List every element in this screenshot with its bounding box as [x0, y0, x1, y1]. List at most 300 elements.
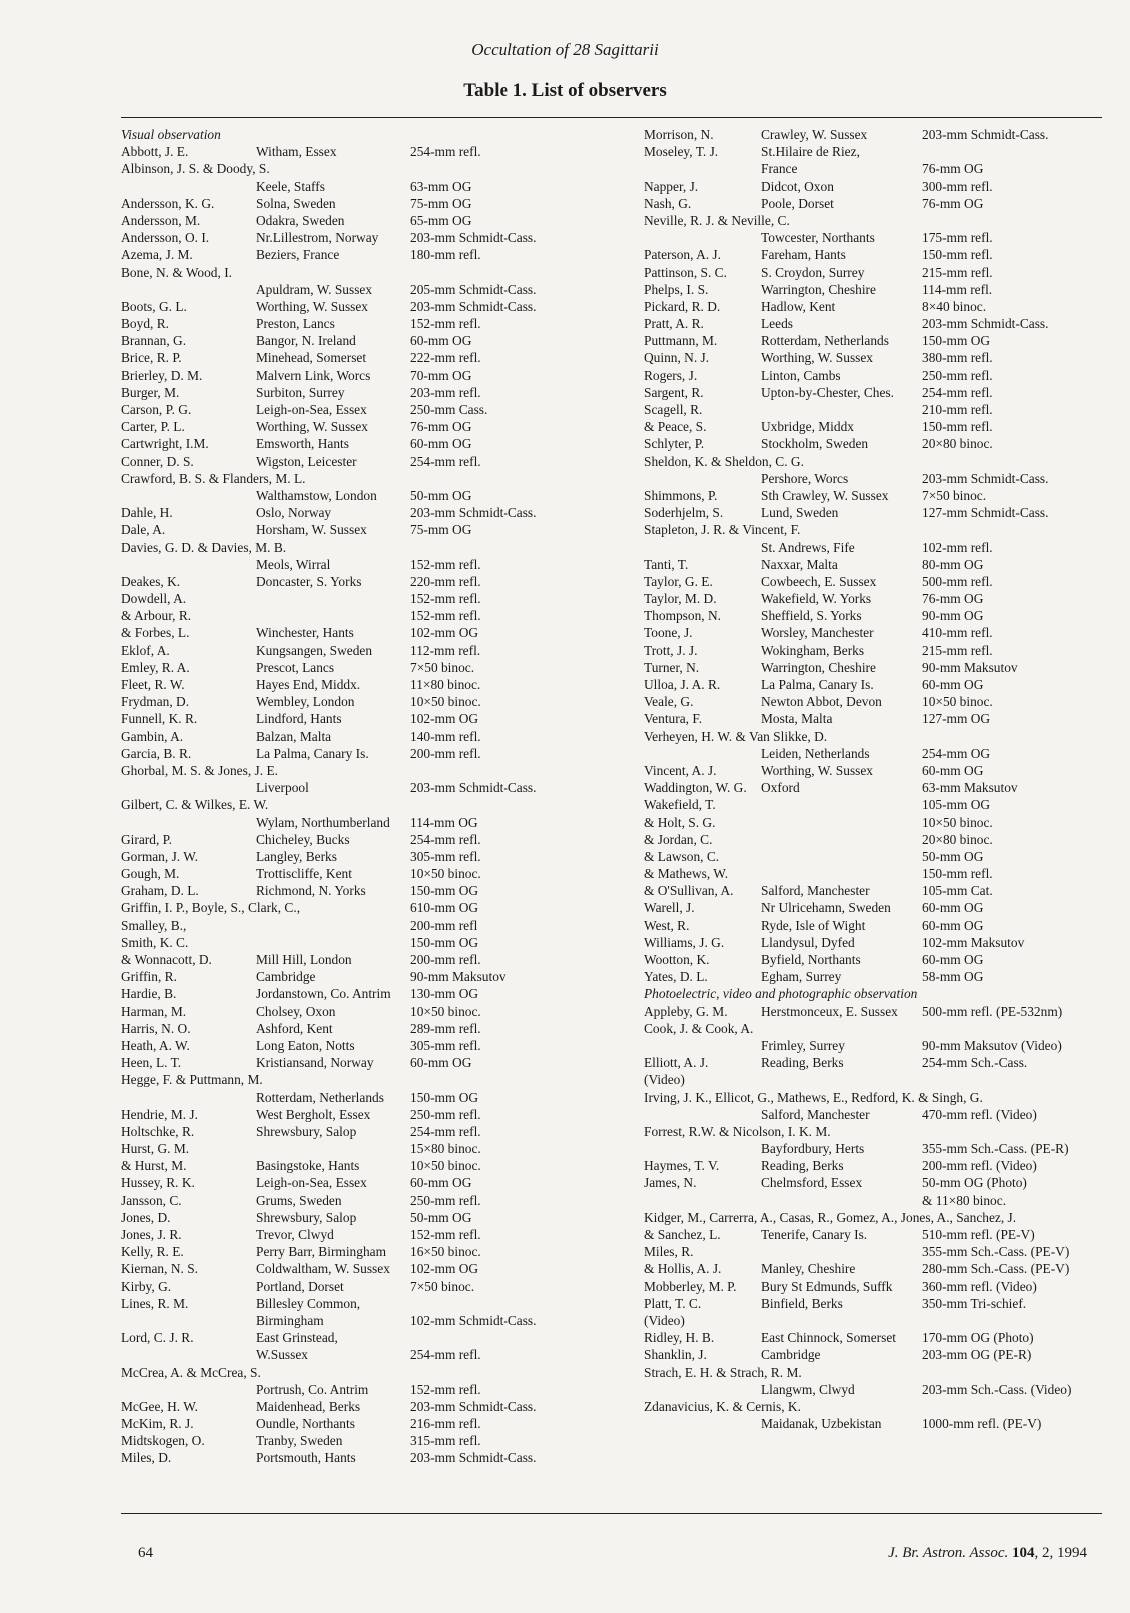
observer-row [644, 882, 1114, 899]
observer-location: Shrewsbury, Salop [256, 1209, 357, 1225]
observer-location: La Palma, Canary Is. [761, 677, 874, 692]
observer-telescope: 1000-mm refl. (PE-V) [922, 1416, 1042, 1432]
observer-telescope: 170-mm OG (Photo) [922, 1330, 1034, 1346]
observer-telescope: 203-mm Schmidt-Cass. [410, 505, 537, 521]
observer-location: Portland, Dorset [256, 1278, 344, 1294]
observer-name: Frydman, D. [121, 694, 190, 710]
observer-row [121, 865, 621, 882]
observer-row [644, 1140, 1114, 1157]
observer-location: Tenerife, Canary Is. [761, 1227, 868, 1242]
observer-location: Jordanstown, Co. Antrim [256, 986, 391, 1002]
observer-telescope: 102-mm OG [410, 1261, 479, 1277]
observer-row [644, 762, 1114, 779]
observer-row [644, 642, 1114, 659]
observer-telescope: 510-mm refl. (PE-V) [922, 1227, 1035, 1242]
observer-location: Uxbridge, Middx [761, 419, 854, 435]
observer-row [121, 1106, 621, 1123]
journal-volume: 104 [1012, 1545, 1035, 1561]
observer-location: Mill Hill, London [256, 952, 352, 967]
observer-telescope: 102-mm refl. [922, 539, 993, 555]
observer-location: Hayes End, Middx. [256, 677, 361, 692]
observer-telescope: 114-mm refl. [922, 281, 993, 297]
observer-telescope: 11×80 binoc. [410, 677, 481, 692]
observer-row [644, 899, 1114, 916]
observer-name: Hurst, G. M. [121, 1141, 190, 1157]
observer-telescope: 150-mm OG [410, 1089, 479, 1105]
observer-list-right-column [644, 126, 1114, 1432]
observer-name: Gilbert, C. & Wilkes, E. W. [121, 797, 269, 813]
observer-name: Brice, R. P. [121, 350, 182, 366]
observer-row [644, 1295, 1114, 1312]
observer-row [644, 1312, 1114, 1329]
observer-name: Waddington, W. G. [644, 780, 747, 796]
observer-location: Oslo, Norway [256, 505, 332, 521]
observer-name: Thompson, N. [644, 608, 721, 624]
observer-row [121, 1174, 621, 1191]
observer-telescope: 15×80 binoc. [410, 1141, 481, 1157]
observer-name: & Mathews, W. [644, 866, 729, 882]
journal-name: J. Br. Astron. Assoc. [888, 1545, 1009, 1561]
observer-row [121, 298, 621, 315]
observer-name: Conner, D. S. [121, 453, 194, 469]
observer-row [121, 710, 621, 727]
observer-telescope: 114-mm OG [410, 814, 478, 830]
observer-location: Doncaster, S. Yorks [256, 573, 362, 589]
observer-row [121, 1295, 621, 1312]
observer-name: Warell, J. [644, 900, 695, 916]
observer-row [644, 1003, 1114, 1020]
observer-row [121, 1449, 621, 1466]
observer-location: Richmond, N. Yorks [256, 883, 366, 899]
observer-telescope: 203-mm Schmidt-Cass. [922, 316, 1049, 332]
observer-location: Maidenhead, Berks [256, 1398, 361, 1414]
observer-location: Langley, Berks [256, 848, 337, 864]
observer-name: Jones, J. R. [121, 1227, 182, 1242]
observer-row [121, 264, 621, 281]
observer-name: Phelps, I. S. [644, 281, 709, 297]
observer-telescope: 76-mm OG [922, 591, 984, 607]
observer-telescope: 150-mm OG [410, 934, 479, 950]
observer-telescope: 152-mm refl. [410, 556, 481, 572]
observer-telescope: 65-mm OG [410, 212, 472, 228]
observer-telescope: 203-mm Schmidt-Cass. [410, 298, 537, 314]
observer-name: Smalley, B., [121, 917, 187, 933]
observer-row [644, 1174, 1114, 1191]
observer-name: Emley, R. A. [121, 659, 190, 675]
observer-telescope: 76-mm OG [410, 419, 472, 435]
observer-row [644, 539, 1114, 556]
observer-telescope: 254-mm refl. [922, 384, 993, 400]
observer-location: Warrington, Cheshire [761, 659, 876, 675]
observer-telescope: 50-mm OG [922, 848, 984, 864]
observer-telescope: 80-mm OG [922, 556, 984, 572]
observer-telescope: 254-mm refl. [410, 1123, 481, 1139]
observer-name: & Jordan, C. [644, 831, 713, 847]
observer-telescope: 102-mm OG [410, 625, 479, 641]
observer-location: Salford, Manchester [761, 883, 870, 899]
observer-telescope: & 11×80 binoc. [922, 1192, 1007, 1208]
observer-telescope: 254-mm refl. [410, 831, 481, 847]
observer-location: Solna, Sweden [256, 195, 336, 211]
observer-location: Walthamstow, London [256, 487, 377, 503]
observer-location: Keele, Staffs [256, 178, 325, 194]
running-head: Occultation of 28 Sagittarii [471, 40, 659, 59]
observer-row [121, 539, 621, 556]
observer-row [644, 1054, 1114, 1071]
observer-telescope: 50-mm OG (Photo) [922, 1175, 1027, 1191]
page-number: 64 [138, 1545, 153, 1561]
observer-name: Fleet, R. W. [121, 677, 185, 692]
observer-name: Hussey, R. K. [121, 1175, 195, 1191]
observer-telescope: 76-mm OG [922, 161, 984, 177]
observer-row [644, 1020, 1114, 1037]
observer-telescope: 10×50 binoc. [922, 694, 993, 710]
observer-name: Vincent, A. J. [644, 762, 717, 778]
observer-row [121, 349, 621, 366]
observer-row [121, 882, 621, 899]
observer-location: St.Hilaire de Riez, [761, 144, 860, 160]
observer-row [121, 676, 621, 693]
observer-telescope: 7×50 binoc. [922, 487, 987, 503]
observer-location: Bury St Edmunds, Suffk [761, 1278, 893, 1294]
observer-name: (Video) [644, 1312, 685, 1328]
observer-location: Lindford, Hants [256, 711, 342, 727]
observer-telescope: 305-mm refl. [410, 1037, 481, 1053]
observer-location: Newton Abbot, Devon [761, 694, 882, 710]
observer-telescope: 254-mm refl. [410, 1347, 481, 1363]
observer-name: Lord, C. J. R. [121, 1330, 194, 1346]
observer-location: Leigh-on-Sea, Essex [256, 402, 367, 417]
observer-row [644, 1415, 1114, 1432]
observer-name: Andersson, M. [121, 212, 201, 228]
observer-row [121, 556, 621, 573]
observer-name: Bone, N. & Wood, I. [121, 264, 233, 280]
observer-row [121, 470, 621, 487]
observer-telescope: 76-mm OG [922, 195, 984, 211]
observer-location: Manley, Cheshire [761, 1261, 856, 1277]
observer-telescope: 500-mm refl. [922, 573, 993, 589]
observer-row [644, 1089, 1114, 1106]
observer-name: Ghorbal, M. S. & Jones, J. E. [121, 762, 278, 778]
observer-name: Garcia, B. R. [121, 745, 192, 761]
observer-row [644, 779, 1114, 796]
observer-location: Winchester, Hants [256, 625, 354, 641]
observer-name: Taylor, M. D. [644, 591, 717, 607]
observer-telescope: 350-mm Tri-schief. [922, 1295, 1027, 1311]
observer-row [644, 1278, 1114, 1295]
observer-telescope: 90-mm Maksutov [922, 659, 1018, 675]
observer-row [644, 401, 1114, 418]
observer-name: Zdanavicius, K. & Cernis, K. [644, 1398, 801, 1414]
observer-row [121, 1037, 621, 1054]
observer-row [121, 504, 621, 521]
observer-location: Kristiansand, Norway [256, 1055, 374, 1071]
observer-row [644, 126, 1114, 143]
observer-location: Preston, Lancs [256, 316, 335, 332]
observer-location: Reading, Berks [761, 1158, 844, 1174]
observer-telescope: 150-mm refl. [922, 866, 993, 882]
observer-location: Balzan, Malta [256, 728, 332, 744]
observer-row [121, 229, 621, 246]
observer-location: Birmingham [256, 1312, 324, 1328]
observer-name: Haymes, T. V. [644, 1158, 720, 1174]
observer-telescope: 610-mm OG [410, 900, 479, 916]
observer-name: Ventura, F. [644, 711, 703, 727]
observer-row [644, 470, 1114, 487]
observer-telescope: 210-mm refl. [922, 402, 993, 417]
observer-location: Chicheley, Bucks [256, 831, 350, 847]
observer-location: Stockholm, Sweden [761, 436, 869, 452]
observer-name: & Hurst, M. [121, 1158, 187, 1174]
observer-name: & Wonnacott, D. [121, 952, 212, 967]
observer-row [121, 1415, 621, 1432]
observer-row [644, 951, 1114, 968]
observer-location: Wigston, Leicester [256, 453, 357, 469]
observer-telescope: 470-mm refl. (Video) [922, 1106, 1037, 1122]
observer-telescope: 289-mm refl. [410, 1020, 481, 1036]
observer-row [644, 212, 1114, 229]
observer-name: Carson, P. G. [121, 402, 192, 417]
observer-row [121, 1364, 621, 1381]
observer-row [121, 607, 621, 624]
observer-location: Upton-by-Chester, Ches. [761, 384, 894, 400]
observer-row [644, 865, 1114, 882]
observer-row [121, 143, 621, 160]
observer-name: Sheldon, K. & Sheldon, C. G. [644, 453, 804, 469]
observer-row [644, 1329, 1114, 1346]
observer-name: Heath, A. W. [121, 1037, 190, 1053]
observer-telescope: 500-mm refl. (PE-532nm) [922, 1003, 1063, 1019]
observer-location: Reading, Berks [761, 1055, 844, 1071]
observer-telescope: 355-mm Sch.-Cass. (PE-V) [922, 1244, 1070, 1260]
observer-telescope: 215-mm refl. [922, 264, 993, 280]
observer-name: Toone, J. [644, 625, 693, 641]
observer-row [121, 951, 621, 968]
observer-telescope: 254-mm refl. [410, 144, 481, 160]
observer-name: & Holt, S. G. [644, 814, 716, 830]
observer-row [644, 160, 1114, 177]
observer-location: Coldwaltham, W. Sussex [256, 1261, 390, 1277]
observer-row [121, 1192, 621, 1209]
observer-row [644, 710, 1114, 727]
observer-location: Llangwm, Clwyd [761, 1381, 855, 1397]
observer-row [644, 1346, 1114, 1363]
observer-telescope: 102-mm Maksutov [922, 934, 1025, 950]
section-heading [121, 126, 621, 143]
observer-location: Apuldram, W. Sussex [256, 281, 373, 297]
observer-location: Llandysul, Dyfed [761, 934, 855, 950]
observer-name: & Sanchez, L. [644, 1227, 721, 1242]
observer-telescope: 60-mm OG [410, 1175, 472, 1191]
observer-name: Funnell, K. R. [121, 711, 198, 727]
observer-telescope: 300-mm refl. [922, 178, 993, 194]
observer-telescope: 150-mm refl. [922, 419, 993, 435]
observer-name: Pratt, A. R. [644, 316, 704, 332]
observer-location: Sth Crawley, W. Sussex [761, 487, 889, 503]
observer-name: Wootton, K. [644, 952, 710, 967]
observer-telescope: 152-mm refl. [410, 1381, 481, 1397]
observer-telescope: 63-mm Maksutov [922, 780, 1018, 796]
observer-row [644, 1192, 1114, 1209]
observer-name: Albinson, J. S. & Doody, S. [121, 161, 270, 177]
observer-row [644, 1243, 1114, 1260]
observer-row [121, 1278, 621, 1295]
observer-location: Worthing, W. Sussex [256, 419, 369, 435]
observer-row [644, 1037, 1114, 1054]
observer-row [121, 401, 621, 418]
observer-telescope: 112-mm refl. [410, 642, 481, 658]
observer-telescope: 250-mm refl. [922, 367, 993, 383]
observer-location: Worthing, W. Sussex [256, 298, 369, 314]
observer-row [121, 1140, 621, 1157]
observer-row [121, 624, 621, 641]
observer-row [121, 1226, 621, 1243]
observer-telescope: 152-mm refl. [410, 591, 481, 607]
observer-name: Andersson, K. G. [121, 195, 215, 211]
observer-name: Stapleton, J. R. & Vincent, F. [644, 522, 801, 538]
observer-row [644, 693, 1114, 710]
observer-row [121, 195, 621, 212]
observer-row [121, 728, 621, 745]
observer-row [121, 796, 621, 813]
observer-location: Linton, Cambs [761, 367, 841, 383]
observer-row [121, 917, 621, 934]
observer-name: Kelly, R. E. [121, 1244, 184, 1260]
observer-row [644, 229, 1114, 246]
observer-row [121, 384, 621, 401]
observer-telescope: 250-mm refl. [410, 1106, 481, 1122]
observer-location: Ashford, Kent [256, 1020, 333, 1036]
observer-location: Perry Barr, Birmingham [256, 1244, 386, 1260]
observer-name: Rogers, J. [644, 367, 698, 383]
observer-row [121, 814, 621, 831]
table-top-rule [121, 117, 1102, 118]
observer-location: Sheffield, S. Yorks [761, 608, 862, 624]
observer-row [644, 917, 1114, 934]
observer-row [121, 178, 621, 195]
observer-name: Boots, G. L. [121, 298, 187, 314]
observer-location: Lund, Sweden [761, 505, 839, 521]
observer-row [121, 659, 621, 676]
observer-name: Carter, P. L. [121, 419, 185, 435]
observer-name: Veale, G. [644, 694, 694, 710]
observer-telescope: 150-mm OG [410, 883, 479, 899]
observer-name: Moseley, T. J. [644, 144, 719, 160]
observer-row [121, 1346, 621, 1363]
observer-name: Harman, M. [121, 1003, 187, 1019]
observer-name: Morrison, N. [644, 127, 714, 142]
observer-row [121, 1020, 621, 1037]
observer-location: Towcester, Northants [761, 230, 875, 246]
observer-location: Oxford [761, 780, 800, 796]
observer-location: Hadlow, Kent [761, 298, 836, 314]
observer-name: Puttmann, M. [644, 333, 718, 349]
observer-telescope: 254-mm OG [922, 745, 991, 761]
observer-telescope: 216-mm refl. [410, 1416, 481, 1432]
observer-location: Beziers, France [256, 247, 340, 263]
observer-telescope: 175-mm refl. [922, 230, 993, 246]
observer-name: James, N. [644, 1175, 697, 1191]
observer-name: Trott, J. J. [644, 642, 698, 658]
observer-name: & Arbour, R. [121, 608, 192, 624]
observer-location: Long Eaton, Notts [256, 1037, 355, 1053]
observer-row [121, 1123, 621, 1140]
observer-telescope: 280-mm Sch.-Cass. (PE-V) [922, 1261, 1070, 1277]
observer-name: Crawford, B. S. & Flanders, M. L. [121, 470, 306, 486]
observer-name: Williams, J. G. [644, 934, 725, 950]
observer-telescope: 254-mm Sch.-Cass. [922, 1055, 1028, 1071]
observer-location: Poole, Dorset [761, 195, 834, 211]
observer-telescope: 152-mm refl. [410, 608, 481, 624]
observer-location: Odakra, Sweden [256, 212, 345, 228]
observer-telescope: 140-mm refl. [410, 728, 481, 744]
observer-name: Kiernan, N. S. [121, 1261, 198, 1277]
observer-location: Wembley, London [256, 694, 355, 710]
observer-telescope: 215-mm refl. [922, 642, 993, 658]
observer-name: Hegge, F. & Puttmann, M. [121, 1072, 263, 1088]
observer-name: Dahle, H. [121, 505, 173, 521]
observer-name: McGee, H. W. [121, 1398, 198, 1414]
observer-telescope: 75-mm OG [410, 522, 472, 538]
observer-location: Nr.Lillestrom, Norway [256, 230, 379, 246]
observer-name: Jones, D. [121, 1209, 171, 1225]
observer-name: Forrest, R.W. & Nicolson, I. K. M. [644, 1123, 831, 1139]
observer-row [644, 315, 1114, 332]
observer-location: Portsmouth, Hants [256, 1450, 356, 1466]
observer-location: Tranby, Sweden [256, 1433, 343, 1449]
observer-row [644, 264, 1114, 281]
observer-location: Crawley, W. Sussex [761, 127, 868, 142]
observer-telescope: 105-mm OG [922, 797, 991, 813]
observer-telescope: 102-mm OG [410, 711, 479, 727]
observer-name: Napper, J. [644, 178, 699, 194]
observer-name: Griffin, I. P., Boyle, S., Clark, C., [121, 900, 301, 916]
observer-name: & O'Sullivan, A. [644, 883, 734, 899]
observer-location: Ryde, Isle of Wight [761, 917, 866, 933]
observer-telescope: 250-mm Cass. [410, 402, 488, 417]
observer-name: Girard, P. [121, 831, 172, 847]
observer-row [644, 1398, 1114, 1415]
observer-name: & Peace, S. [644, 419, 707, 435]
observer-location: Worsley, Manchester [761, 625, 874, 641]
observer-name: Pattinson, S. C. [644, 264, 727, 280]
observer-telescope: 200-mm refl. [410, 745, 481, 761]
observer-name: Yates, D. L. [644, 969, 708, 985]
observer-telescope: 355-mm Sch.-Cass. (PE-R) [922, 1141, 1069, 1157]
observer-telescope: 152-mm refl. [410, 1227, 481, 1242]
observer-telescope: 50-mm OG [410, 487, 472, 503]
observer-telescope: 203-mm Schmidt-Cass. [410, 780, 537, 796]
observer-name: Ulloa, J. A. R. [644, 677, 721, 692]
observer-row [121, 934, 621, 951]
observer-location: West Bergholt, Essex [256, 1106, 371, 1122]
observer-name: Ridley, H. B. [644, 1330, 715, 1346]
observer-telescope: 10×50 binoc. [410, 1003, 481, 1019]
observer-row [644, 178, 1114, 195]
observer-telescope: 130-mm OG [410, 986, 479, 1002]
observer-row [644, 1123, 1114, 1140]
observer-name: Mobberley, M. P. [644, 1278, 737, 1294]
observer-telescope: 105-mm Cat. [922, 883, 993, 899]
observer-row [121, 1054, 621, 1071]
section-heading [644, 985, 1114, 1002]
observer-row [121, 745, 621, 762]
observer-row [644, 728, 1114, 745]
observer-name: McCrea, A. & McCrea, S. [121, 1364, 261, 1380]
observer-name: Wakefield, T. [644, 797, 716, 813]
observer-row [644, 624, 1114, 641]
observer-name: Boyd, R. [121, 316, 169, 332]
